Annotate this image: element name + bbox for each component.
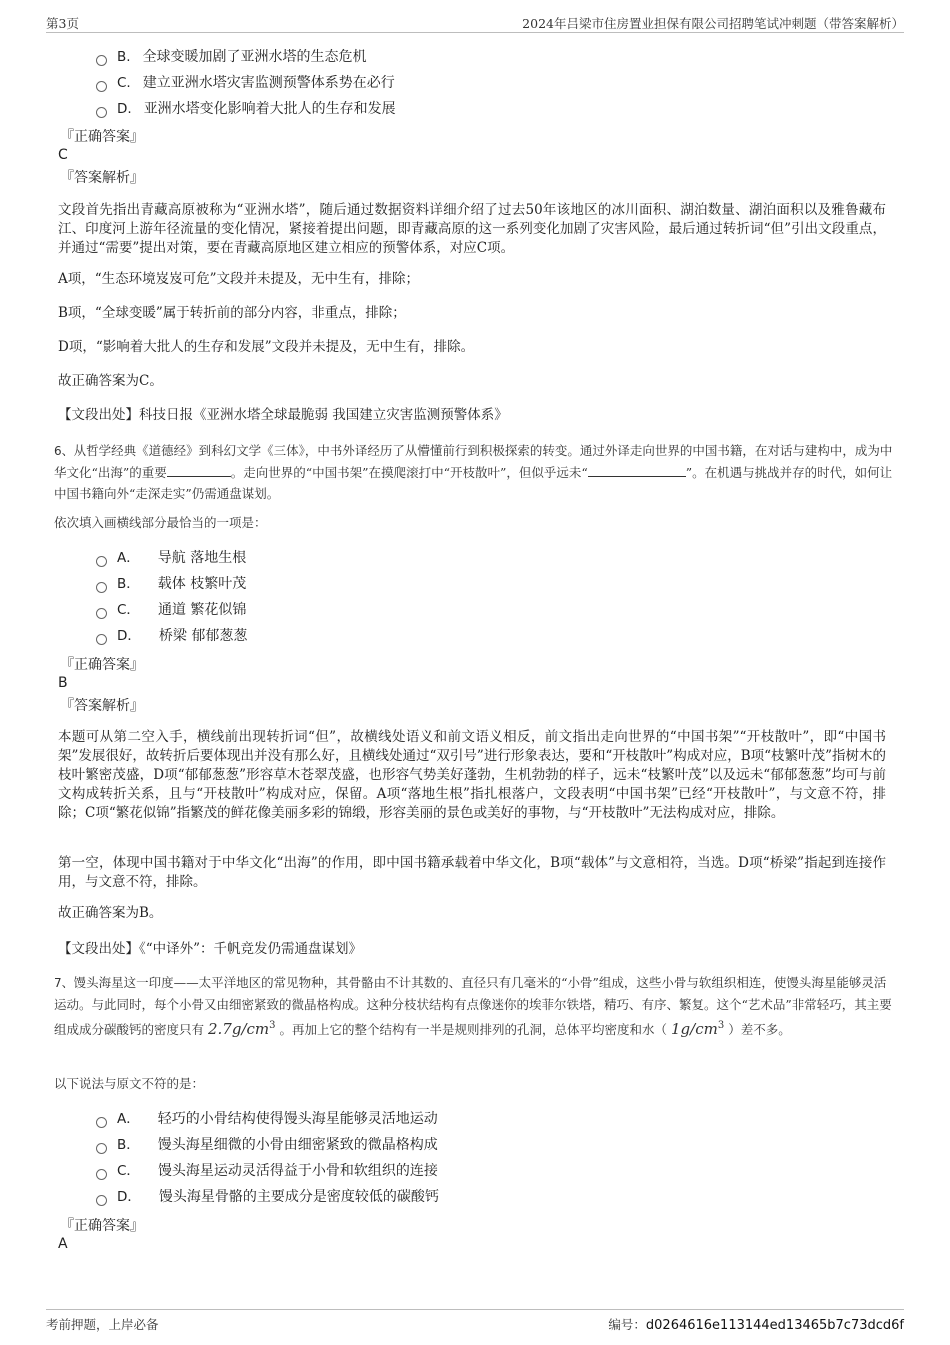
stem-text: 。走向世界的“中国书架”在摸爬滚打中“开枝散叶”，但似乎远未“ (230, 465, 588, 480)
q6-analysis-paragraph: 故正确答案为B。 (58, 905, 163, 921)
q6-answer: B (58, 675, 68, 691)
option-label: A． (117, 550, 140, 566)
radio-icon[interactable] (96, 1169, 107, 1180)
option-text: 载体 枝繁叶茂 (157, 576, 247, 592)
q6-source: 【文段出处】《“中译外”：千帆竞发仍需通盘谋划》 (58, 941, 363, 957)
radio-icon[interactable] (96, 1117, 107, 1128)
q7-option-b[interactable] (96, 1134, 438, 1156)
option-label: D. (117, 101, 132, 117)
stem-text: 馒头海星这一印度——太平洋地区的常见物种，其骨骼由不计其数的、直径只有几毫米的“小骨”组成，这些小骨与软组织相连，使馒头海星能够灵活运动。与此同时，每个小骨又由细密紧致的微晶格构成。这种分枝状结构有点像迷你的埃菲尔铁塔，精巧、有序、繁复。这个“艺术品”非常轻巧，其主要组成成分碳酸钙的密度只有 (54, 975, 892, 1037)
option-text: 通道 繁花似锦 (157, 602, 247, 618)
q7-stem (54, 972, 896, 1040)
q6-option-b[interactable] (96, 573, 246, 595)
question-number: 7、 (54, 976, 74, 990)
radio-icon[interactable] (96, 582, 107, 593)
option-label: A． (117, 1111, 140, 1127)
radio-icon[interactable] (96, 608, 107, 619)
code-label: 编号： (608, 1317, 646, 1332)
q6-stem (54, 440, 896, 504)
option-text: 导航 落地生根 (157, 550, 247, 566)
radio-icon[interactable] (96, 1143, 107, 1154)
blank-line (588, 465, 686, 477)
radio-icon[interactable] (96, 55, 107, 66)
radio-icon[interactable] (96, 556, 107, 567)
code-value: d0264616e113144ed13465b7c73dcd6f (645, 1318, 904, 1333)
q5-analysis-paragraph: 文段首先指出青藏高原被称为“亚洲水塔”，随后通过数据资料详细介绍了过去50年该地区的冰川面积、湖泊数量、湖泊面积以及雅鲁藏布江、印度河上游年径流量的变化情况，紧接着提出问题，即青藏高原的这一系列变化加剧了灾害风险，最后通过转折词“但”引出文段重点，并通过“需要”提出对策，要在青藏高原地区建立相应的预警体系，对应C项。 (58, 202, 886, 256)
option-label: C． (117, 602, 140, 618)
page-footer (46, 1309, 904, 1334)
page-number: 第3页 (46, 16, 79, 31)
page-header (46, 12, 904, 33)
q5-analysis-paragraph: D项，“影响着大批人的生存和发展”文段并未提及，无中生有，排除。 (58, 339, 475, 355)
radio-icon[interactable] (96, 107, 107, 118)
q6-option-a[interactable] (96, 547, 246, 569)
q6-answer-heading: 『正确答案』 (60, 657, 144, 673)
option-text: 建立亚洲水塔灾害监测预警体系势在必行 (142, 75, 395, 91)
option-label: C． (117, 1163, 140, 1179)
q7-option-a[interactable] (96, 1108, 438, 1130)
q5-analysis-paragraph: A项，“生态环境岌岌可危”文段并未提及，无中生有，排除； (58, 271, 420, 287)
q5-answer-heading: 『正确答案』 (60, 129, 144, 145)
option-text: 馒头海星骨骼的主要成分是密度较低的碳酸钙 (158, 1189, 439, 1205)
option-text: 亚洲水塔变化影响着大批人的生存和发展 (143, 101, 396, 117)
option-text: 馒头海星细微的小骨由细密紧致的微晶格构成 (157, 1137, 438, 1153)
q5-analysis-paragraph: 故正确答案为C。 (58, 373, 163, 389)
option-text: 轻巧的小骨结构使得馒头海星能够灵活地运动 (157, 1111, 438, 1127)
q6-option-c[interactable] (96, 599, 246, 621)
q6-option-d[interactable] (96, 625, 247, 647)
q7-option-c[interactable] (96, 1160, 438, 1182)
stem-text: ）差不多。 (728, 1022, 791, 1037)
radio-icon[interactable] (96, 634, 107, 645)
option-label: C. (117, 75, 131, 91)
q5-analysis-heading: 『答案解析』 (60, 170, 144, 186)
q5-analysis-paragraph: B项，“全球变暖”属于转折前的部分内容，非重点，排除； (58, 305, 406, 321)
option-text: 全球变暖加剧了亚洲水塔的生态危机 (142, 49, 367, 65)
stem-text: ”。在机遇与挑战并存的时代，如何让中国书籍向外“走深走实”仍需通盘谋划。 (54, 465, 893, 501)
q5-source: 【文段出处】科技日报《亚洲水塔全球最脆弱 我国建立灾害监测预警体系》 (58, 407, 508, 423)
q6-analysis-heading: 『答案解析』 (60, 698, 144, 714)
option-label: D． (117, 1189, 141, 1205)
q7-answer-heading: 『正确答案』 (60, 1218, 144, 1234)
density-formula: $2.7g/cm^3$ (208, 1020, 276, 1038)
q7-option-d[interactable] (96, 1186, 439, 1208)
option-label: B． (117, 576, 140, 592)
document-title: 2024年吕梁市住房置业担保有限公司招聘笔试冲刺题（带答案解析） (522, 16, 904, 31)
option-label: D． (117, 628, 141, 644)
q5-option-c[interactable] (96, 72, 395, 94)
blank-line (167, 465, 231, 477)
stem-text: 。再加上它的整个结构有一半是规则排列的孔洞，总体平均密度和水（ (279, 1022, 668, 1037)
option-label: B. (117, 49, 131, 65)
stem-text: 从哲学经典《道德经》到科幻文学《三体》，中书外译经历了从懵懂前行到积极探索的转变。通过外译走向世界的中国书籍，在对话与建构中，成为中华文化“出海”的重要 (54, 443, 893, 480)
option-text: 桥梁 郁郁葱葱 (158, 628, 248, 644)
density-formula: $1g/cm^3$ (671, 1020, 725, 1038)
q5-answer: C (58, 147, 68, 163)
footer-slogan: 考前押题，上岸必备 (46, 1317, 159, 1332)
q7-answer: A (58, 1236, 68, 1252)
q6-instruction: 依次填入画横线部分最恰当的一项是： (54, 515, 267, 530)
q5-option-b[interactable] (96, 46, 367, 68)
q5-option-d[interactable] (96, 98, 396, 120)
radio-icon[interactable] (96, 81, 107, 92)
option-text: 馒头海星运动灵活得益于小骨和软组织的连接 (157, 1163, 438, 1179)
q7-instruction: 以下说法与原文不符的是： (54, 1076, 205, 1091)
question-number: 6、 (54, 444, 74, 458)
document-code (608, 1315, 904, 1333)
radio-icon[interactable] (96, 1195, 107, 1206)
option-label: B． (117, 1137, 140, 1153)
q6-analysis-paragraph: 本题可从第二空入手，横线前出现转折词“但”，故横线处语义和前文语义相反，前文指出走向世界的“中国书架”“开枝散叶”，即“中国书架”发展很好，故转折后要体现出并没有那么好，且横线处通过“双引号”进行形象表达，要和“开枝散叶”构成对应，B项“枝繁叶茂”指树木的枝叶繁密茂盛，D项“郁郁葱葱”形容草木苍翠茂盛，也形容气势美好蓬勃，生机勃勃的样子，远未“枝繁叶茂”以及远未“郁郁葱葱”均可与前文构成转折关系，且与“开枝散叶”构成对应，保留。A项“落地生根”指扎根落户，文段表明“中国书架”已经“开枝散叶”，与文意不符，排除；C项“繁花似锦”指繁茂的鲜花像美丽多彩的锦缎，形容美丽的景色或美好的事物，与“开枝散叶”无法构成对应，排除。 (58, 729, 886, 821)
q6-analysis-paragraph: 第一空，体现中国书籍对于中华文化“出海”的作用，即中国书籍承载着中华文化，B项“载体”与文意相符，当选。D项“桥梁”指起到连接作用，与文意不符，排除。 (58, 855, 886, 890)
